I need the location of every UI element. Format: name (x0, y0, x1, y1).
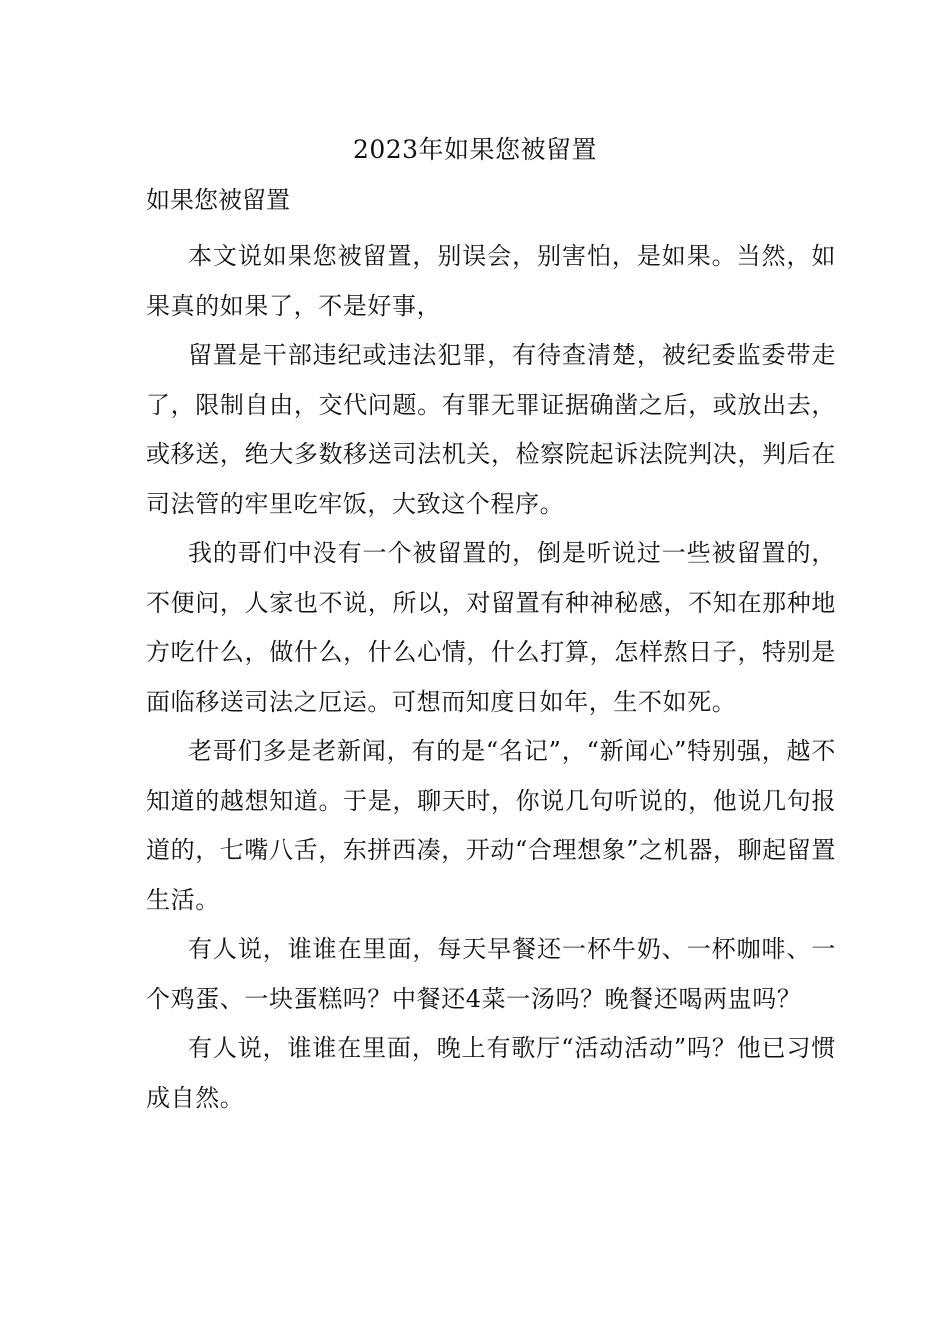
paragraph: 本文说如果您被留置，别误会，别害怕，是如果。当然，如果真的如果了，不是好事， (146, 242, 836, 320)
document-body (146, 232, 836, 1123)
document-title: 2023年如果您被留置 (352, 135, 598, 164)
paragraph: 有人说，谁谁在里面，每天早餐还一杯牛奶、一杯咖啡、一个鸡蛋、一块蛋糕吗？中餐还4菜一汤吗？晚餐还喝两盅吗？ (146, 935, 836, 1013)
document-subtitle: 如果您被留置 (146, 186, 290, 214)
paragraph: 有人说，谁谁在里面，晚上有歌厅“活动活动”吗？他已习惯成自然。 (146, 1034, 836, 1112)
paragraph: 我的哥们中没有一个被留置的，倒是听说过一些被留置的，不便问，人家也不说，所以，对留置有种神秘感，不知在那种地方吃什么，做什么，什么心情，什么打算，怎样熬日子，特别是面临移送司法之厄运。可想而知度日如年，生不如死。 (146, 539, 836, 716)
paragraph: 留置是干部违纪或违法犯罪，有待查清楚，被纪委监委带走了，限制自由，交代问题。有罪无罪证据确凿之后，或放出去，或移送，绝大多数移送司法机关，检察院起诉法院判决，判后在司法管的牢里吃牢饭，大致这个程序。 (146, 341, 836, 518)
paragraph: 老哥们多是老新闻，有的是“名记”，“新闻心”特别强，越不知道的越想知道。于是，聊天时，你说几句听说的，他说几句报道的，七嘴八舌，东拼西凑，开动“合理想象”之机器，聊起留置生活。 (146, 737, 836, 914)
